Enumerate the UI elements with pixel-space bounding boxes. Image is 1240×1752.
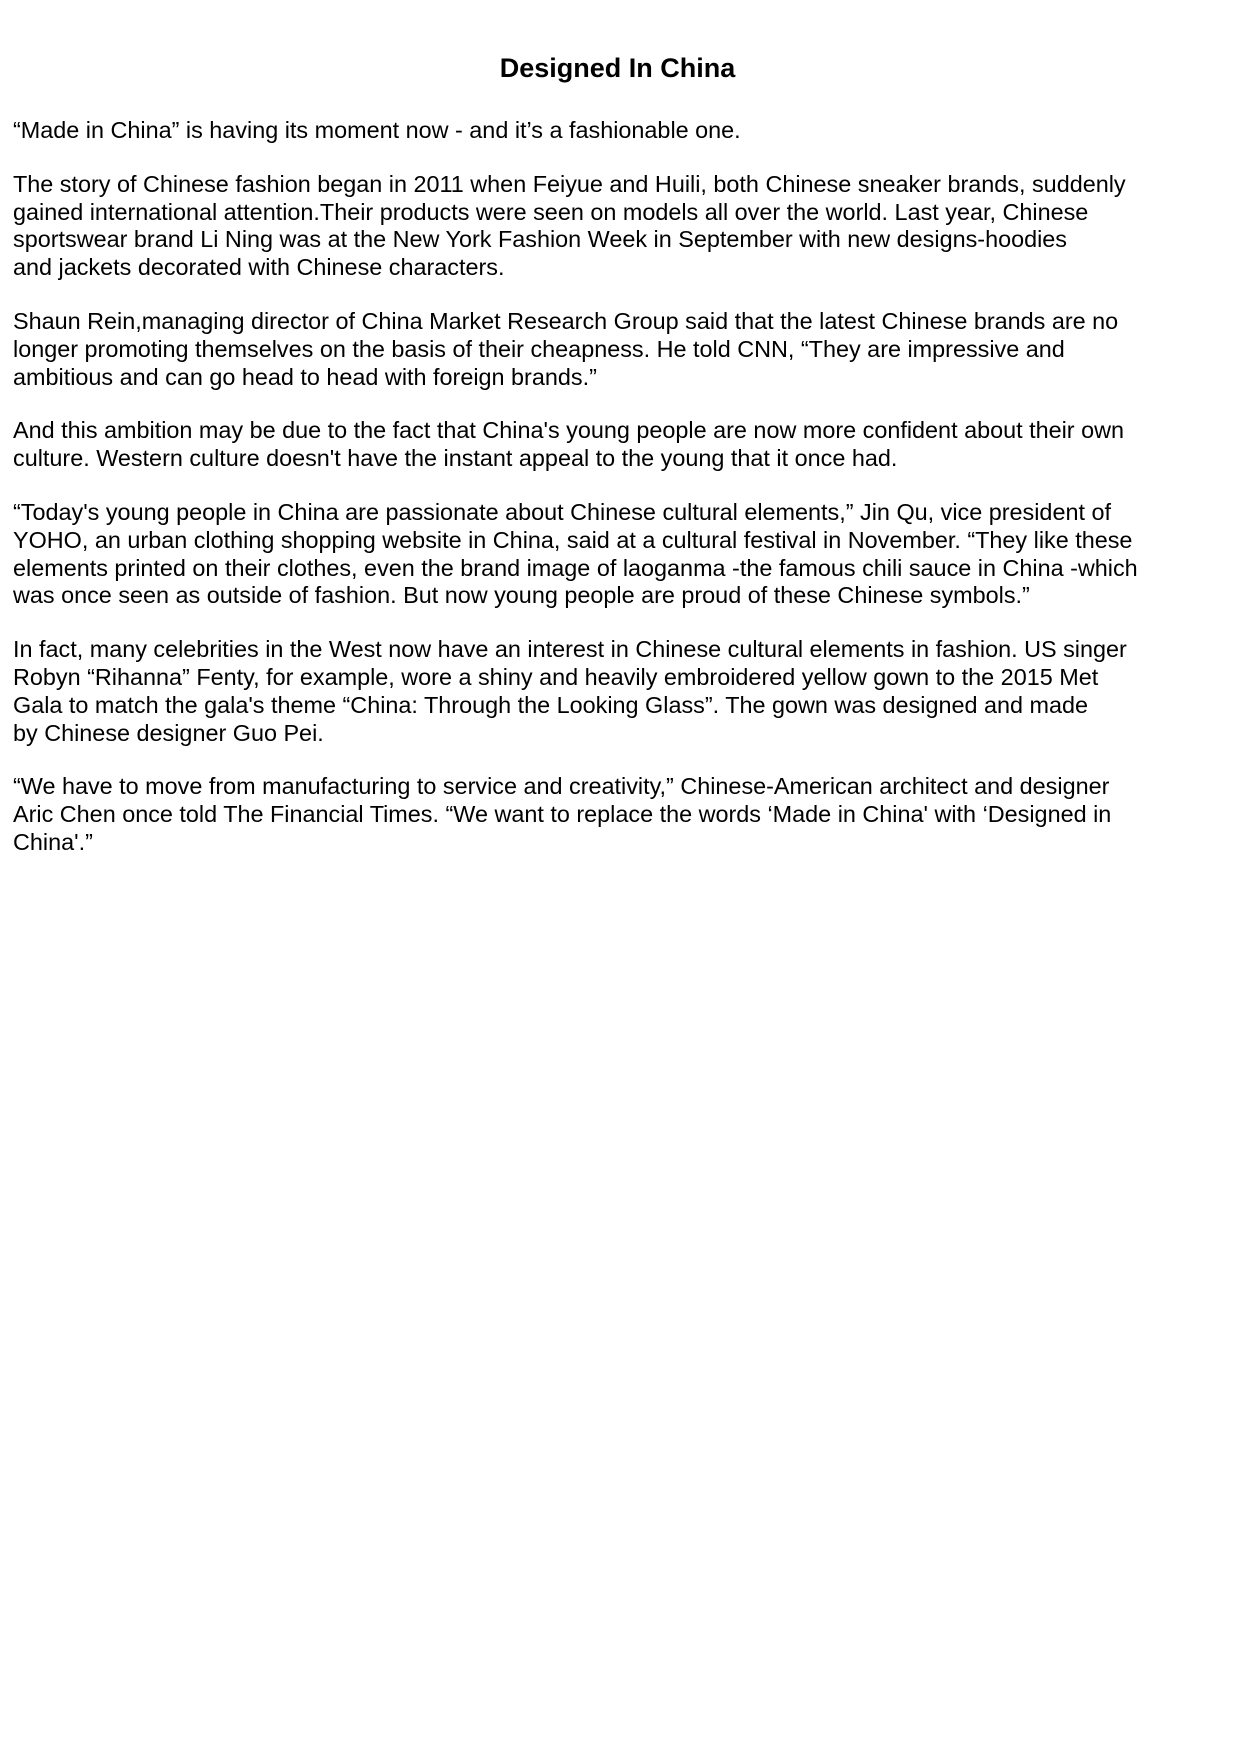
paragraph-jin-qu-quote: “Today's young people in China are passionate about Chinese cultural elements,” Jin Qu, vice president of YOHO, an urban clothing shopping website in China, said at a cultural festival in November. “They like these elements printed on their clothes, even the brand image of laoganma -the famous chili sauce in China -which was once seen as outside of fashion. But now young people are proud of these Chinese symbols.” [13,498,1138,609]
document-title: Designed In China [499,53,736,83]
paragraph-shaun-rein: Shaun Rein,managing director of China Market Research Group said that the latest Chinese brands are no longer promoting themselves on the basis of their cheapness. He told CNN, “They are impressive and ambitious and can go head to head with foreign brands.” [13,307,1119,390]
paragraph-story: The story of Chinese fashion began in 2011 when Feiyue and Huili, both Chinese sneaker brands, suddenly gained international attention.Their products were seen on models all over the world. Last year, Chinese sportswear brand Li Ning was at the New York Fashion Week in September with new designs-hoodies and jackets decorated with Chinese characters. [13,170,1126,281]
paragraph-aric-chen-quote: “We have to move from manufacturing to service and creativity,” Chinese-American architect and designer Aric Chen once told The Financial Times. “We want to replace the words ‘Made in China' with ‘Designed in China'.” [13,773,1112,855]
paragraph-ambition: And this ambition may be due to the fact that China's young people are now more confident about their own culture. Western culture doesn't have the instant appeal to the young that it once had. [13,417,1125,472]
paragraph-intro: “Made in China” is having its moment now - and it’s a fashionable one. [13,117,741,143]
paragraph-celebrities: In fact, many celebrities in the West now have an interest in Chinese cultural elements in fashion. US singer Robyn “Rihanna” Fenty, for example, wore a shiny and heavily embroidered yellow gown to the 2015 Met Gala to match the gala's theme “China: Through the Looking Glass”. The gown was designed and made by Chinese designer Guo Pei. [13,636,1127,746]
